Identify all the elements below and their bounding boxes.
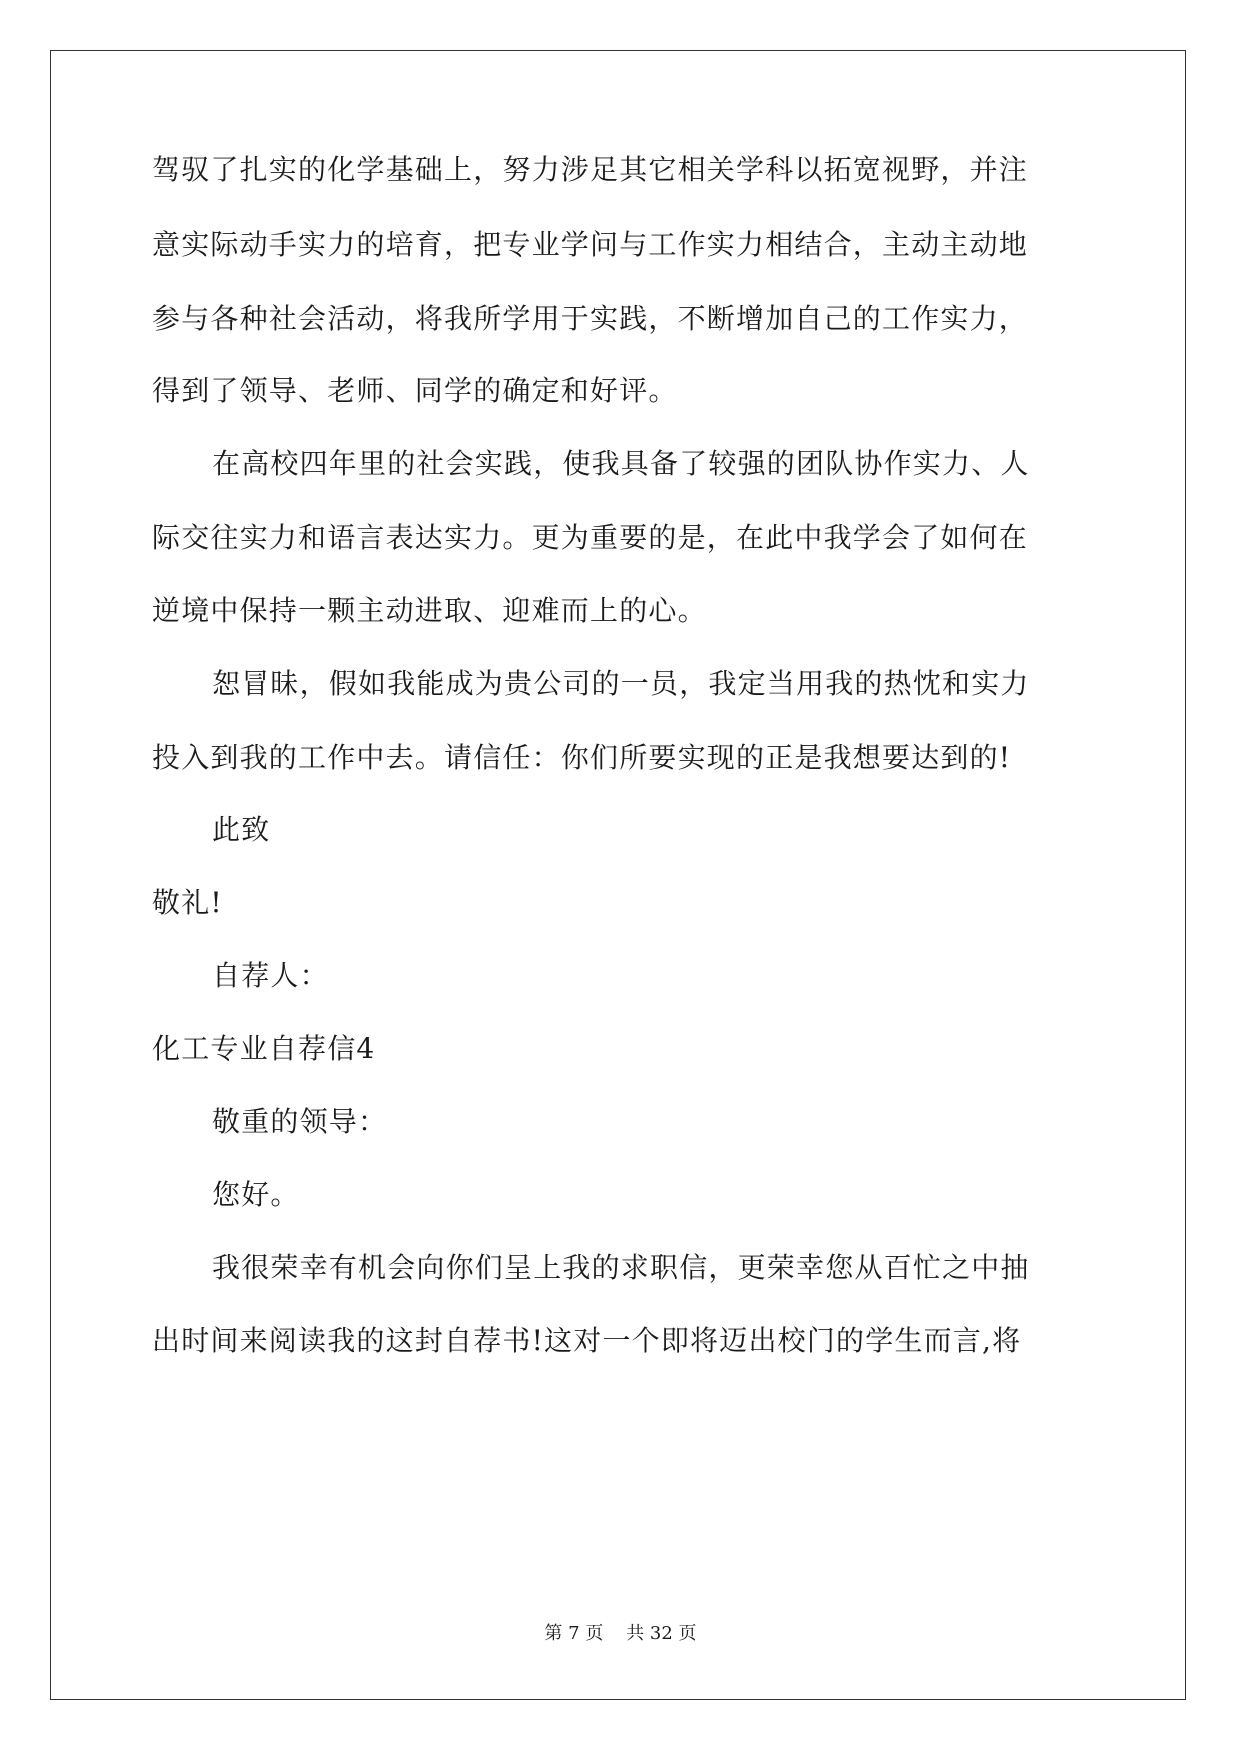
closing-salutation: 此致 — [212, 813, 271, 846]
greeting-line: 您好。 — [212, 1178, 300, 1211]
body-text-line: 逆境中保持一颗主动进取、迎难而上的心。 — [152, 594, 707, 627]
body-text-line: 参与各种社会活动，将我所学用于实践，不断增加自己的工作实力， — [152, 302, 1029, 335]
body-text-line: 际交往实力和语言表达实力。更为重要的是，在此中我学会了如何在 — [152, 521, 1029, 554]
body-text-line: 驾驭了扎实的化学基础上，努力涉足其它相关学科以拓宽视野，并注 — [152, 153, 1029, 186]
body-text-line: 得到了领导、老师、同学的确定和好评。 — [152, 374, 678, 407]
section-title: 化工专业自荐信4 — [152, 1032, 376, 1065]
body-text-line: 投入到我的工作中去。请信任：你们所要实现的正是我想要达到的! — [152, 741, 1012, 774]
body-text-line: 意实际动手实力的培育，把专业学问与工作实力相结合，主动主动地 — [152, 228, 1029, 261]
paragraph-start-line: 恕冒昧，假如我能成为贵公司的一员，我定当用我的热忱和实力 — [212, 667, 1030, 700]
greeting-line: 敬重的领导： — [212, 1105, 388, 1138]
paragraph-start-line: 我很荣幸有机会向你们呈上我的求职信，更荣幸您从百忙之中抽 — [212, 1251, 1030, 1284]
page-number-footer: 第 7 页 共 32 页 — [544, 1623, 697, 1644]
page-border — [50, 50, 1186, 1700]
signature-label: 自荐人： — [212, 959, 329, 992]
body-text-line: 出时间来阅读我的这封自荐书!这对一个即将迈出校门的学生而言,将 — [152, 1324, 1022, 1357]
closing-regards: 敬礼! — [152, 886, 223, 919]
paragraph-start-line: 在高校四年里的社会实践，使我具备了较强的团队协作实力、人 — [212, 447, 1030, 480]
